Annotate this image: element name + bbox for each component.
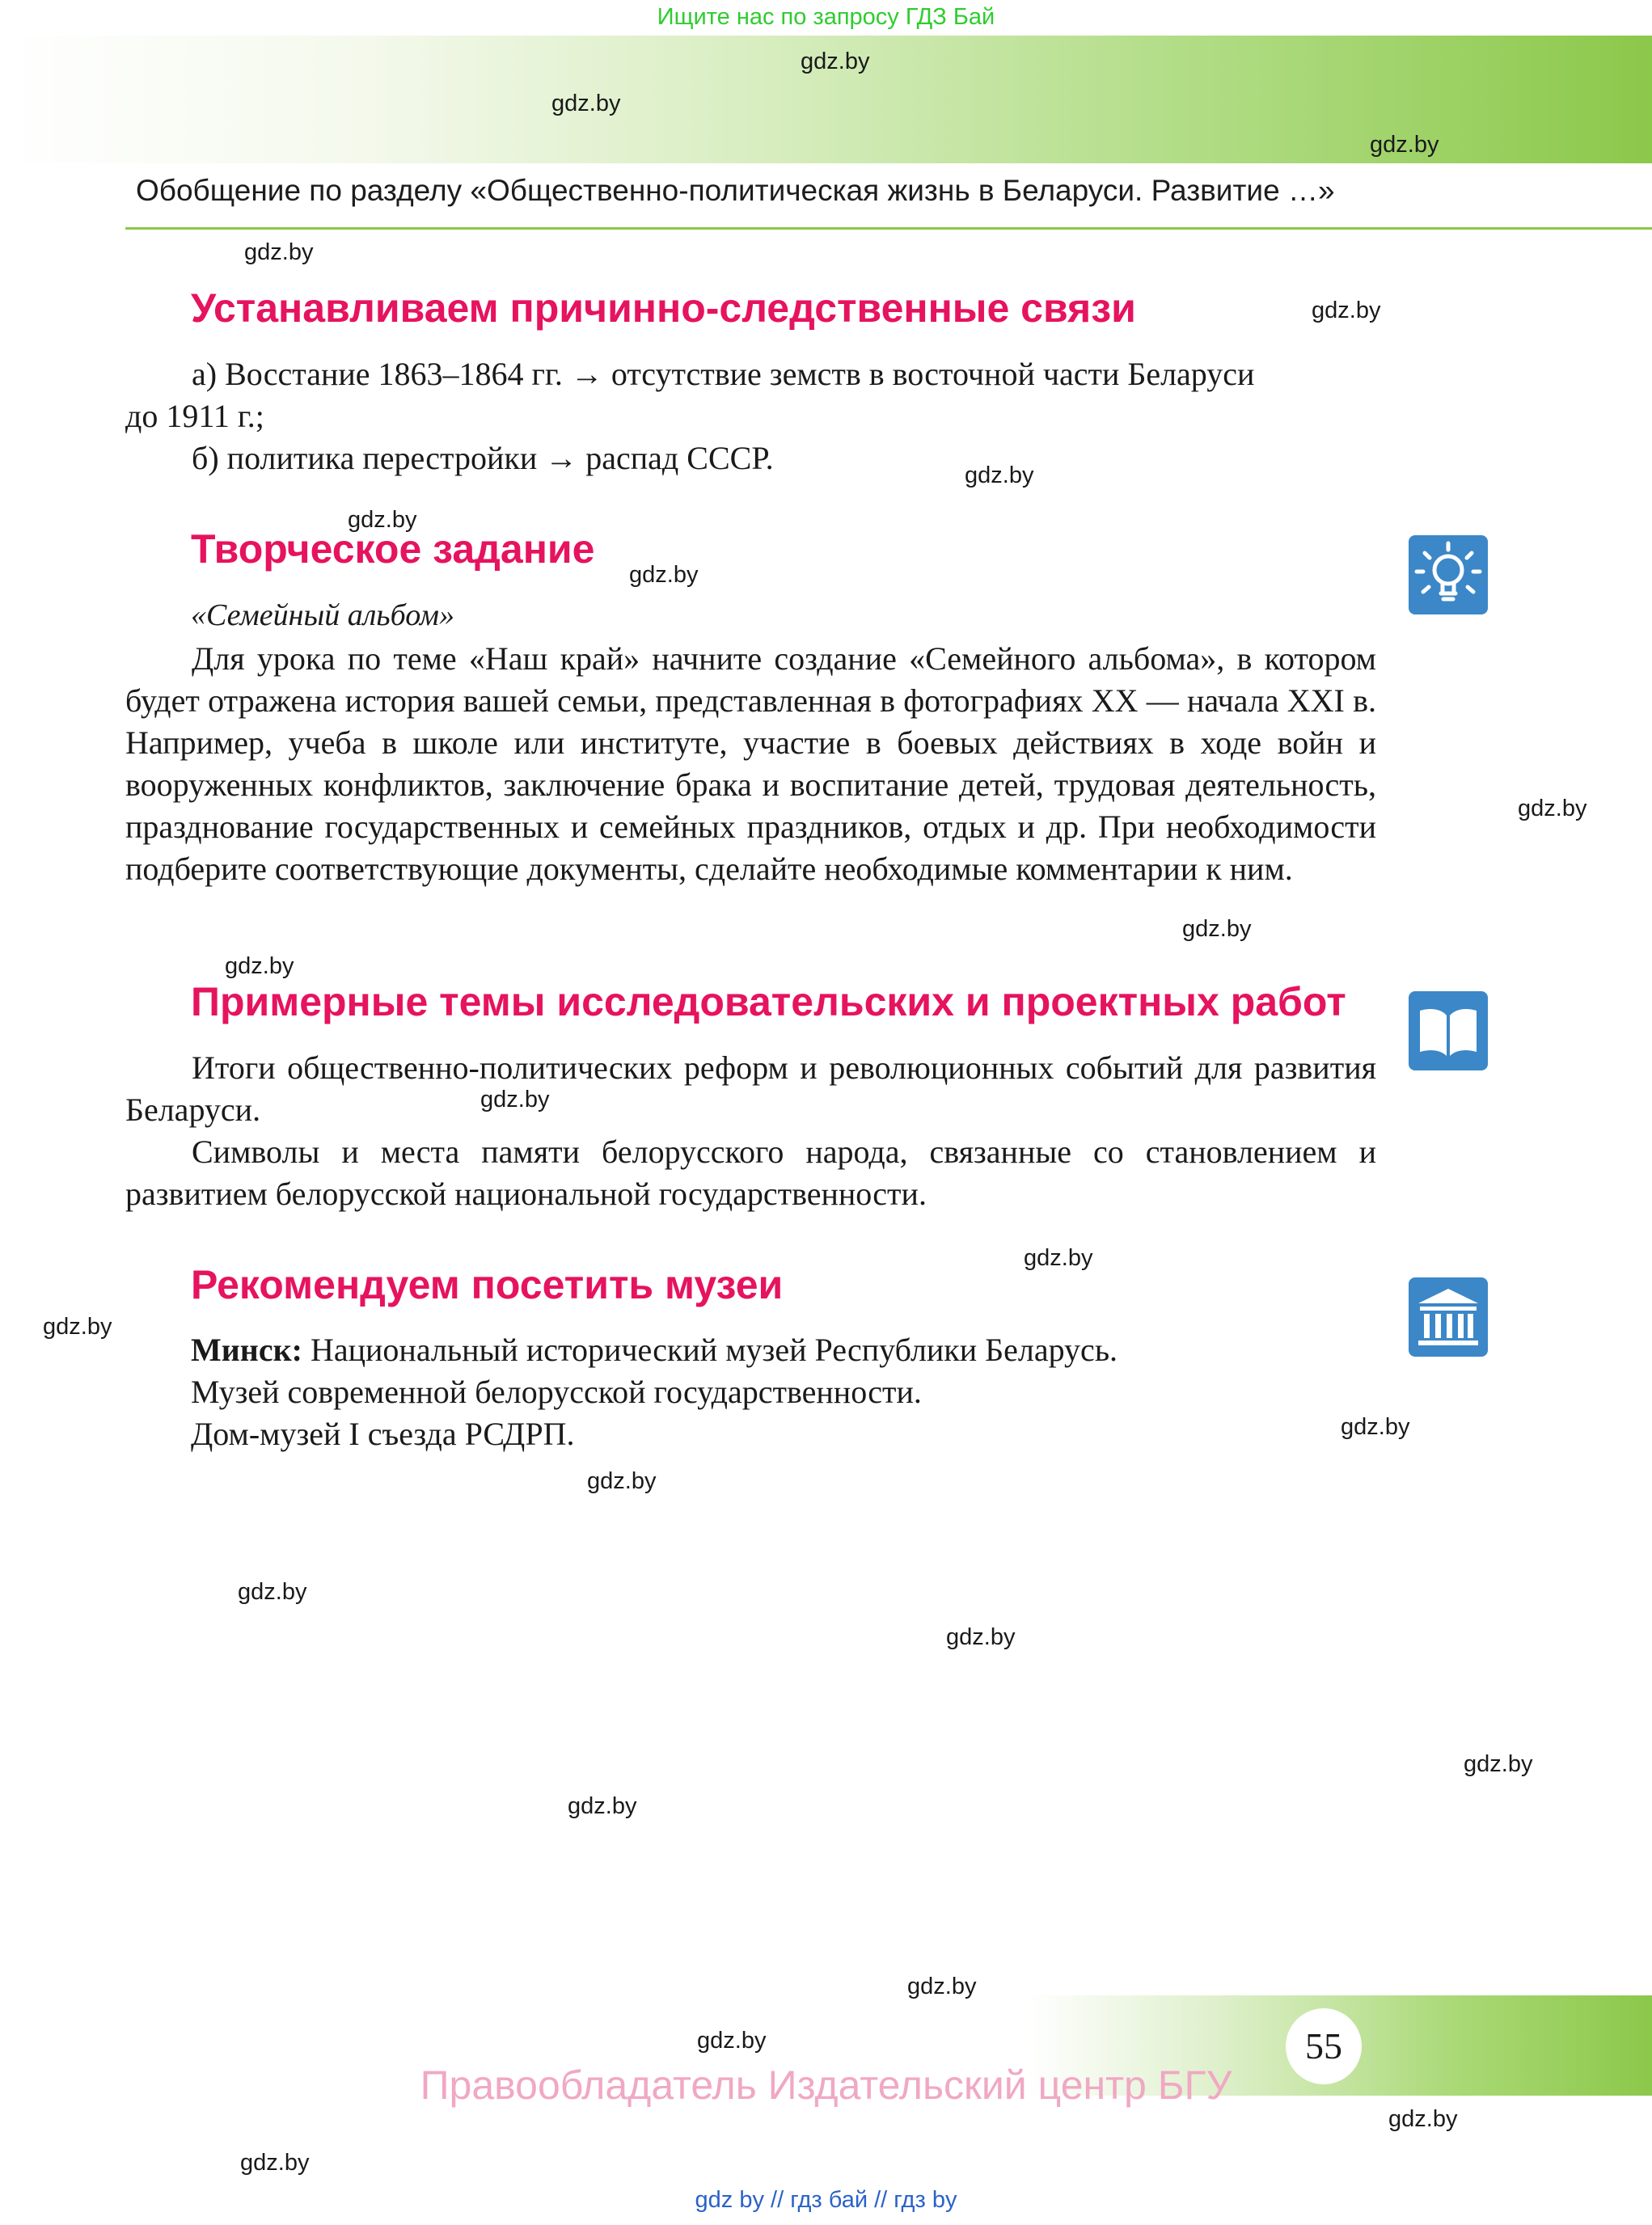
page-number: 55 (1305, 2025, 1342, 2067)
watermark: gdz.by (43, 1314, 112, 1340)
watermark: gdz.by (946, 1624, 1016, 1650)
watermark: gdz.by (568, 1793, 637, 1819)
heading-creative-task: Творческое задание (191, 526, 595, 572)
museums-text (191, 1329, 1376, 1455)
watermark: gdz.by (1312, 298, 1381, 323)
watermark: gdz.by (1024, 1245, 1093, 1271)
creative-paragraph: Для урока по теме «Наш край» начните создание «Семейного альбома», в котором будет отражена история вашей семьи, представленная в фотографиях XX — начала XXI в. Например, учеба в школе или институте, участие в боевых действиях в ходе войн и вооруженных конфликтов, заключение брака и воспитание детей, трудовая деятельность, празднование государственных и семейных праздников, отдых и др. При необходимости подберите соответствующие документы, сделайте необходимые комментарии к ним. (125, 640, 1376, 887)
museum-1: Национальный исторический музей Республики Беларусь. (302, 1332, 1118, 1368)
watermark: gdz.by (801, 49, 870, 74)
cause-item-a-line2: до 1911 г.; (125, 398, 264, 434)
causes-text (125, 353, 1376, 479)
topics-text (125, 1047, 1376, 1215)
museum-icon (1409, 1277, 1488, 1357)
copyright-notice: Правообладатель Издательский центр БГУ (420, 2062, 1232, 2108)
watermark: gdz.by (244, 239, 314, 265)
topic-2: Символы и места памяти белорусского народа, связанные со становлением и развитием белорусской национальной государственности. (125, 1134, 1376, 1212)
heading-causes: Устанавливаем причинно-следственные связи (191, 285, 1136, 331)
watermark: gdz.by (1464, 1751, 1533, 1777)
watermark: gdz.by (907, 1974, 977, 1999)
watermark: gdz.by (1182, 916, 1252, 942)
heading-research-topics: Примерные темы исследовательских и проектных работ (191, 979, 1346, 1024)
top-search-banner: Ищите нас по запросу ГДЗ Бай (657, 4, 995, 30)
watermark: gdz.by (965, 462, 1034, 488)
open-book-icon (1409, 991, 1488, 1070)
museum-2: Музей современной белорусской государственности. (191, 1374, 922, 1410)
watermark: gdz.by (629, 562, 699, 588)
heading-museums: Рекомендуем посетить музеи (191, 1262, 784, 1307)
lightbulb-icon (1409, 535, 1488, 614)
watermark: gdz.by (1518, 796, 1587, 821)
header-divider (125, 227, 1652, 230)
cause-item-a-line1: а) Восстание 1863–1864 гг. → отсутствие земств в восточной части Беларуси (192, 356, 1255, 392)
running-header: Обобщение по разделу «Общественно-политическая жизнь в Беларуси. Развитие …» (136, 174, 1335, 207)
bottom-links[interactable]: gdz by // гдз бай // гдз by (695, 2187, 957, 2213)
watermark: gdz.by (1341, 1414, 1410, 1440)
cause-item-b: б) политика перестройки → распад СССР. (192, 440, 774, 476)
watermark: gdz.by (225, 953, 294, 979)
watermark: gdz.by (480, 1087, 550, 1112)
watermark: gdz.by (697, 2028, 767, 2054)
watermark: gdz.by (1388, 2106, 1458, 2132)
watermark: gdz.by (238, 1579, 307, 1605)
topic-1: Итоги общественно-политических реформ и революционных событий для развития Беларуси. (125, 1049, 1376, 1128)
watermark: gdz.by (551, 91, 621, 116)
creative-text (125, 638, 1376, 890)
watermark: gdz.by (587, 1468, 657, 1494)
watermark: gdz.by (240, 2150, 310, 2176)
watermark: gdz.by (1370, 132, 1439, 158)
watermark: gdz.by (348, 507, 417, 533)
creative-subtitle: «Семейный альбом» (191, 598, 455, 632)
museum-city: Минск: (191, 1332, 302, 1368)
museum-3: Дом-музей I съезда РСДРП. (191, 1416, 575, 1452)
